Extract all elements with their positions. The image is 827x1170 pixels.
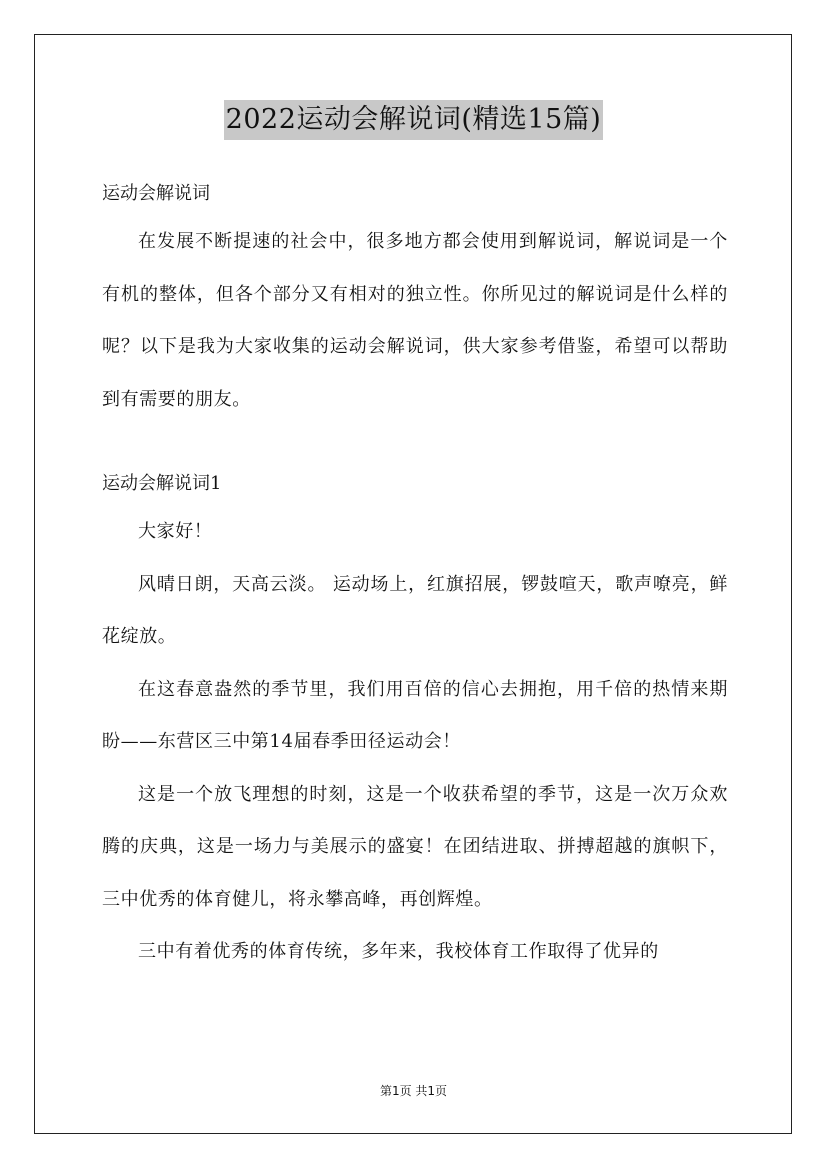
- title-container: [0, 100, 827, 140]
- page-footer: 第1页 共1页: [379, 1084, 448, 1098]
- section-heading: 运动会解说词1: [102, 473, 222, 494]
- document-body: [102, 172, 728, 979]
- body-paragraph: 风晴日朗，天高云淡。 运动场上，红旗招展，锣鼓喧天，歌声嘹亮，鲜花绽放。: [102, 573, 728, 647]
- intro-heading: 运动会解说词: [102, 183, 210, 204]
- body-paragraph: 这是一个放飞理想的时刻，这是一个收获希望的季节，这是一次万众欢腾的庆典，这是一场力与美展示的盛宴！在团结进取、拼搏超越的旗帜下，三中优秀的体育健儿，将永攀高峰，再创辉煌。: [102, 783, 728, 910]
- body-paragraph: 在这春意盎然的季节里，我们用百倍的信心去拥抱，用千倍的热情来期盼——东营区三中第14届春季田径运动会！: [102, 678, 728, 752]
- document-title: 2022运动会解说词(精选15篇): [224, 100, 604, 140]
- body-paragraph: 三中有着优秀的体育传统，多年来，我校体育工作取得了优异的: [138, 941, 659, 962]
- section-gap: [102, 426, 728, 462]
- body-paragraph: 大家好！: [138, 521, 213, 542]
- intro-paragraph: 在发展不断提速的社会中，很多地方都会使用到解说词，解说词是一个有机的整体，但各个部分又有相对的独立性。你所见过的解说词是什么样的呢？以下是我为大家收集的运动会解说词，供大家参考借鉴，希望可以帮助到有需要的朋友。: [102, 231, 728, 410]
